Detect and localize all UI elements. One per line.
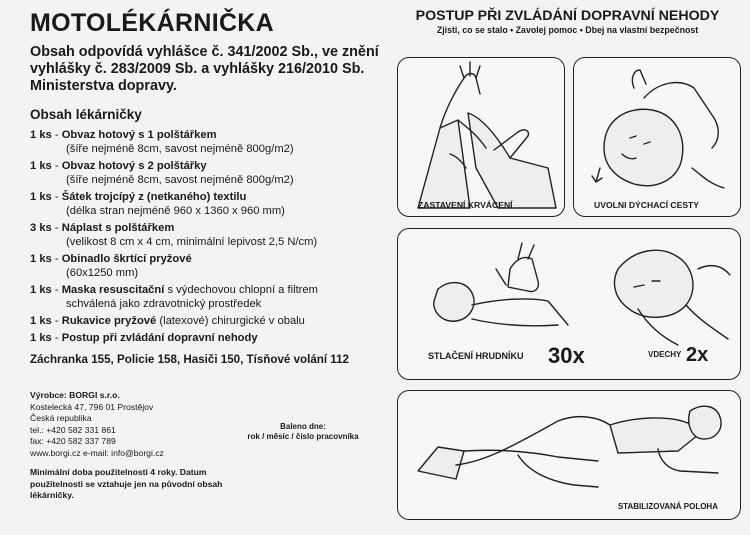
manufacturer-tel: tel.: +420 582 331 861 [30,424,116,435]
emergency-numbers: Záchranka 155, Policie 158, Hasiči 150, Tísňové volání 112 [30,353,350,366]
list-item: 1 ks - Maska resuscitační s výdechovou chlopní a filtrem schválená jako zdravotnický prostředek [30,284,318,310]
step-cpr-panel [397,228,741,380]
page-title: MOTOLÉKÁRNIČKA [30,9,275,37]
step-airway-label: UVOLNI DÝCHACÍ CESTY [594,200,700,210]
step-airway-panel [573,57,741,217]
packed-date [238,422,368,442]
validity-note: Minimální doba použitelnosti 4 roky. Datum použitelnosti se vztahuje jen na původní obsah lékárničky. [30,467,223,500]
list-item: 1 ks - Postup při zvládání dopravní nehody [30,332,258,344]
list-item: 1 ks - Šátek trojcípý z (netkaného) textilu (délka stran nejméně 960 x 1360 x 960 mm) [30,191,285,217]
step-compressions-count: 30x [548,343,585,368]
procedure-title: POSTUP PŘI ZVLÁDÁNÍ DOPRAVNÍ NEHODY [415,8,720,24]
bleeding-illustration [398,58,564,216]
manufacturer-web: www.borgi.cz e-mail: info@borgi.cz [30,447,164,458]
list-item: 1 ks - Obvaz hotový s 1 polštářkem (šíře nejméně 8cm, savost nejméně 800g/m2) [30,129,294,155]
manufacturer-fax: fax: +420 582 337 789 [30,436,116,446]
step-bleeding-panel [397,57,565,217]
list-item: 1 ks - Obvaz hotový s 2 polštářky (šíře nejméně 8cm, savost nejméně 800g/m2) [30,160,294,186]
manufacturer-label: Výrobce: BORGI s.r.o. [30,390,120,400]
contents-heading: Obsah lékárničky [30,107,142,122]
packed-format: rok / měsíc / číslo pracovníka [247,432,359,441]
list-item: 1 ks - Obinadlo škrtící pryžové (60x1250 mm) [30,253,192,279]
step-recovery-panel [397,390,741,520]
recovery-illustration [398,391,740,519]
manufacturer-country: Česká republika [30,413,92,423]
list-item: 1 ks - Rukavice pryžové (latexové) chirurgické v obalu [30,315,305,327]
procedure-header [395,8,740,35]
procedure-subtitle: Zjisti, co se stalo • Zavolej pomoc • Dbej na vlastní bezpečnost [436,25,699,35]
kit-info [30,8,390,366]
manufacturer-info [30,390,230,459]
airway-illustration [574,58,740,216]
manufacturer-address: Kostelecká 47, 796 01 Prostějov [30,401,154,412]
step-breaths-count: 2x [686,344,709,366]
step-compressions-label: STLAČENÍ HRUDNÍKU [428,351,524,361]
contents-list [30,128,390,345]
packed-label: Baleno dne: [280,422,326,431]
step-recovery-label: STABILIZOVANÁ POLOHA [617,502,718,511]
step-bleeding-label: ZASTAVENÍ KRVÁCENÍ [418,200,513,210]
legal-text: Obsah odpovídá vyhlášce č. 341/2002 Sb., ve znění vyhlášky č. 283/2009 Sb. a vyhlášky 216/2010 Sb. Ministerstva dopravy. [30,44,379,94]
step-breaths-label: VDECHY [648,350,682,359]
list-item: 3 ks - Náplast s polštářkem (velikost 8 cm x 4 cm, minimální lepivost 2,5 N/cm) [30,222,318,248]
